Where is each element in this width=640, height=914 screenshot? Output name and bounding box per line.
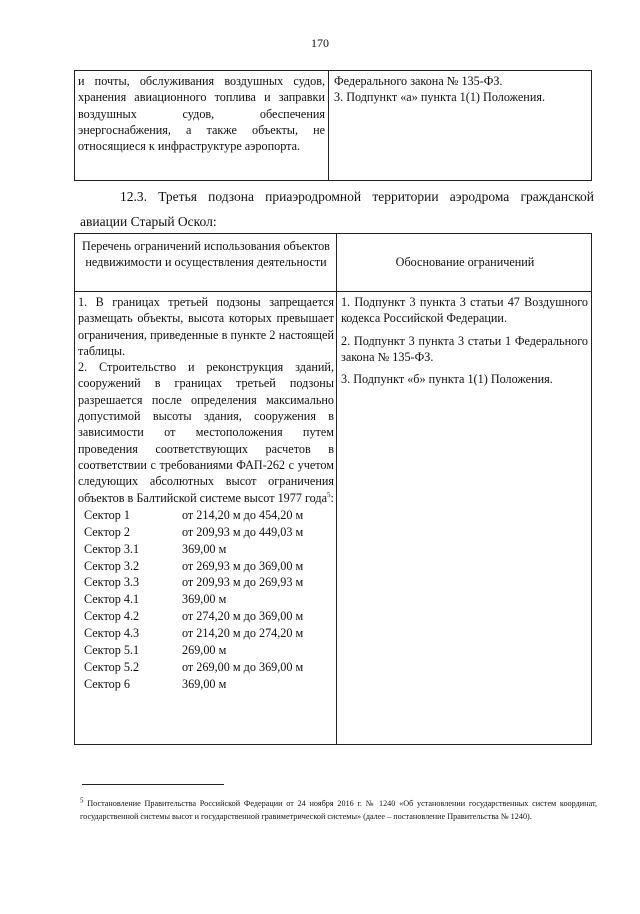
sector-value: от 209,93 м до 269,93 м — [182, 575, 304, 590]
sector-row — [84, 558, 334, 575]
sector-name: Сектор 3.2 — [84, 558, 140, 573]
section-paragraph-text: 12.3. Третья подзона приаэродромной территории аэродрома гражданской авиации Старый Оскол: — [80, 189, 594, 229]
footnote-text: Постановление Правительства Российской Федерации от 24 ноября 2016 г. № 1240 «Об установлении государственных систем координат, государственной системы высот и государственной гравиметрической системы» (далее – постановление Правительства № 1240). — [80, 799, 597, 821]
right-item-1: 1. Подпункт 3 пункта 3 статьи 47 Воздушного кодекса Российской Федерации. — [341, 295, 588, 326]
sector-value: от 269,00 м до 369,00 м — [182, 660, 304, 675]
top-table-right-cell — [334, 73, 590, 180]
sector-name: Сектор 5.1 — [84, 643, 140, 658]
top-table-left-text: и почты, обслуживания воздушных судов, хранения авиационного топлива и заправки воздушных судов, обеспечения энергоснабжения, а также объекты, не относящиеся к инфраструктуре аэропорта. — [78, 74, 325, 154]
sector-row — [84, 591, 334, 608]
sector-name: Сектор 3.1 — [84, 541, 140, 556]
sector-value: от 274,20 м до 369,00 м — [182, 609, 304, 624]
top-table-right-line1: Федерального закона № 135-ФЗ. — [334, 74, 503, 88]
sector-value: 369,00 м — [182, 541, 227, 556]
sector-name: Сектор 5.2 — [84, 660, 140, 675]
sector-name: Сектор 2 — [84, 524, 130, 539]
footnote-mark: 5 — [80, 796, 84, 805]
sector-value: 269,00 м — [182, 643, 227, 658]
top-table-right-line2: 3. Подпункт «а» пункта 1(1) Положения. — [334, 90, 546, 105]
sector-value: от 214,20 м до 274,20 м — [182, 626, 304, 641]
top-table-left-cell — [78, 73, 325, 180]
header-left-text: Перечень ограничений использования объектов недвижимости и осуществления деятельности — [82, 239, 330, 270]
sector-value: 369,00 м — [182, 676, 227, 691]
body-right-cell — [341, 294, 588, 744]
sector-row — [84, 524, 334, 541]
sector-name: Сектор 1 — [84, 507, 130, 522]
right-item-2: 2. Подпункт 3 пункта 3 статьи 1 Федерального закона № 135-ФЗ. — [341, 333, 588, 364]
sector-row — [84, 642, 334, 659]
sector-value: 369,00 м — [182, 592, 227, 607]
sector-row — [84, 507, 334, 524]
top-table — [74, 70, 592, 181]
section-paragraph — [80, 184, 594, 234]
sector-name: Сектор 6 — [84, 676, 130, 691]
body-left-cell — [78, 294, 334, 744]
sector-row — [84, 625, 334, 642]
sector-name: Сектор 4.2 — [84, 609, 140, 624]
sector-row — [84, 659, 334, 676]
sector-value: от 214,20 м до 454,20 м — [182, 507, 304, 522]
footnote — [80, 797, 597, 823]
sector-value: от 209,93 м до 449,03 м — [182, 524, 304, 539]
sector-name: Сектор 3.3 — [84, 575, 140, 590]
sector-row — [84, 574, 334, 591]
sector-row — [84, 608, 334, 625]
left-item-2: 2. Строительство и реконструкция зданий, сооружений в границах третьей подзоны разрешается после определения максимально допустимой высоты здания, сооружения в зависимости от местоположения путем проведения соответствующих расчетов в соответствии с требованиями ФАП-262 с учетом следующих абсолютных высот ограничения объектов в Балтийской системе высот 1977 года$^5$: — [78, 360, 334, 505]
sector-value: от 269,93 м до 369,00 м — [182, 558, 304, 573]
main-table — [74, 233, 592, 745]
sector-name: Сектор 4.3 — [84, 626, 140, 641]
footnote-ref[interactable]: 5 — [327, 490, 331, 499]
footnote-separator — [82, 784, 224, 785]
sector-list — [84, 507, 334, 693]
sector-row — [84, 541, 334, 558]
sector-name: Сектор 4.1 — [84, 592, 140, 607]
header-right-text: Обоснование ограничений — [395, 255, 535, 269]
left-item-1: 1. В границах третьей подзоны запрещается размещать объекты, высота которых превышает ограничения, приведенные в пункте 2 настоящей таблицы. — [78, 295, 334, 358]
right-item-3: 3. Подпункт «б» пункта 1(1) Положения. — [341, 372, 553, 387]
sector-row — [84, 676, 334, 693]
page-number: 170 — [311, 36, 329, 50]
